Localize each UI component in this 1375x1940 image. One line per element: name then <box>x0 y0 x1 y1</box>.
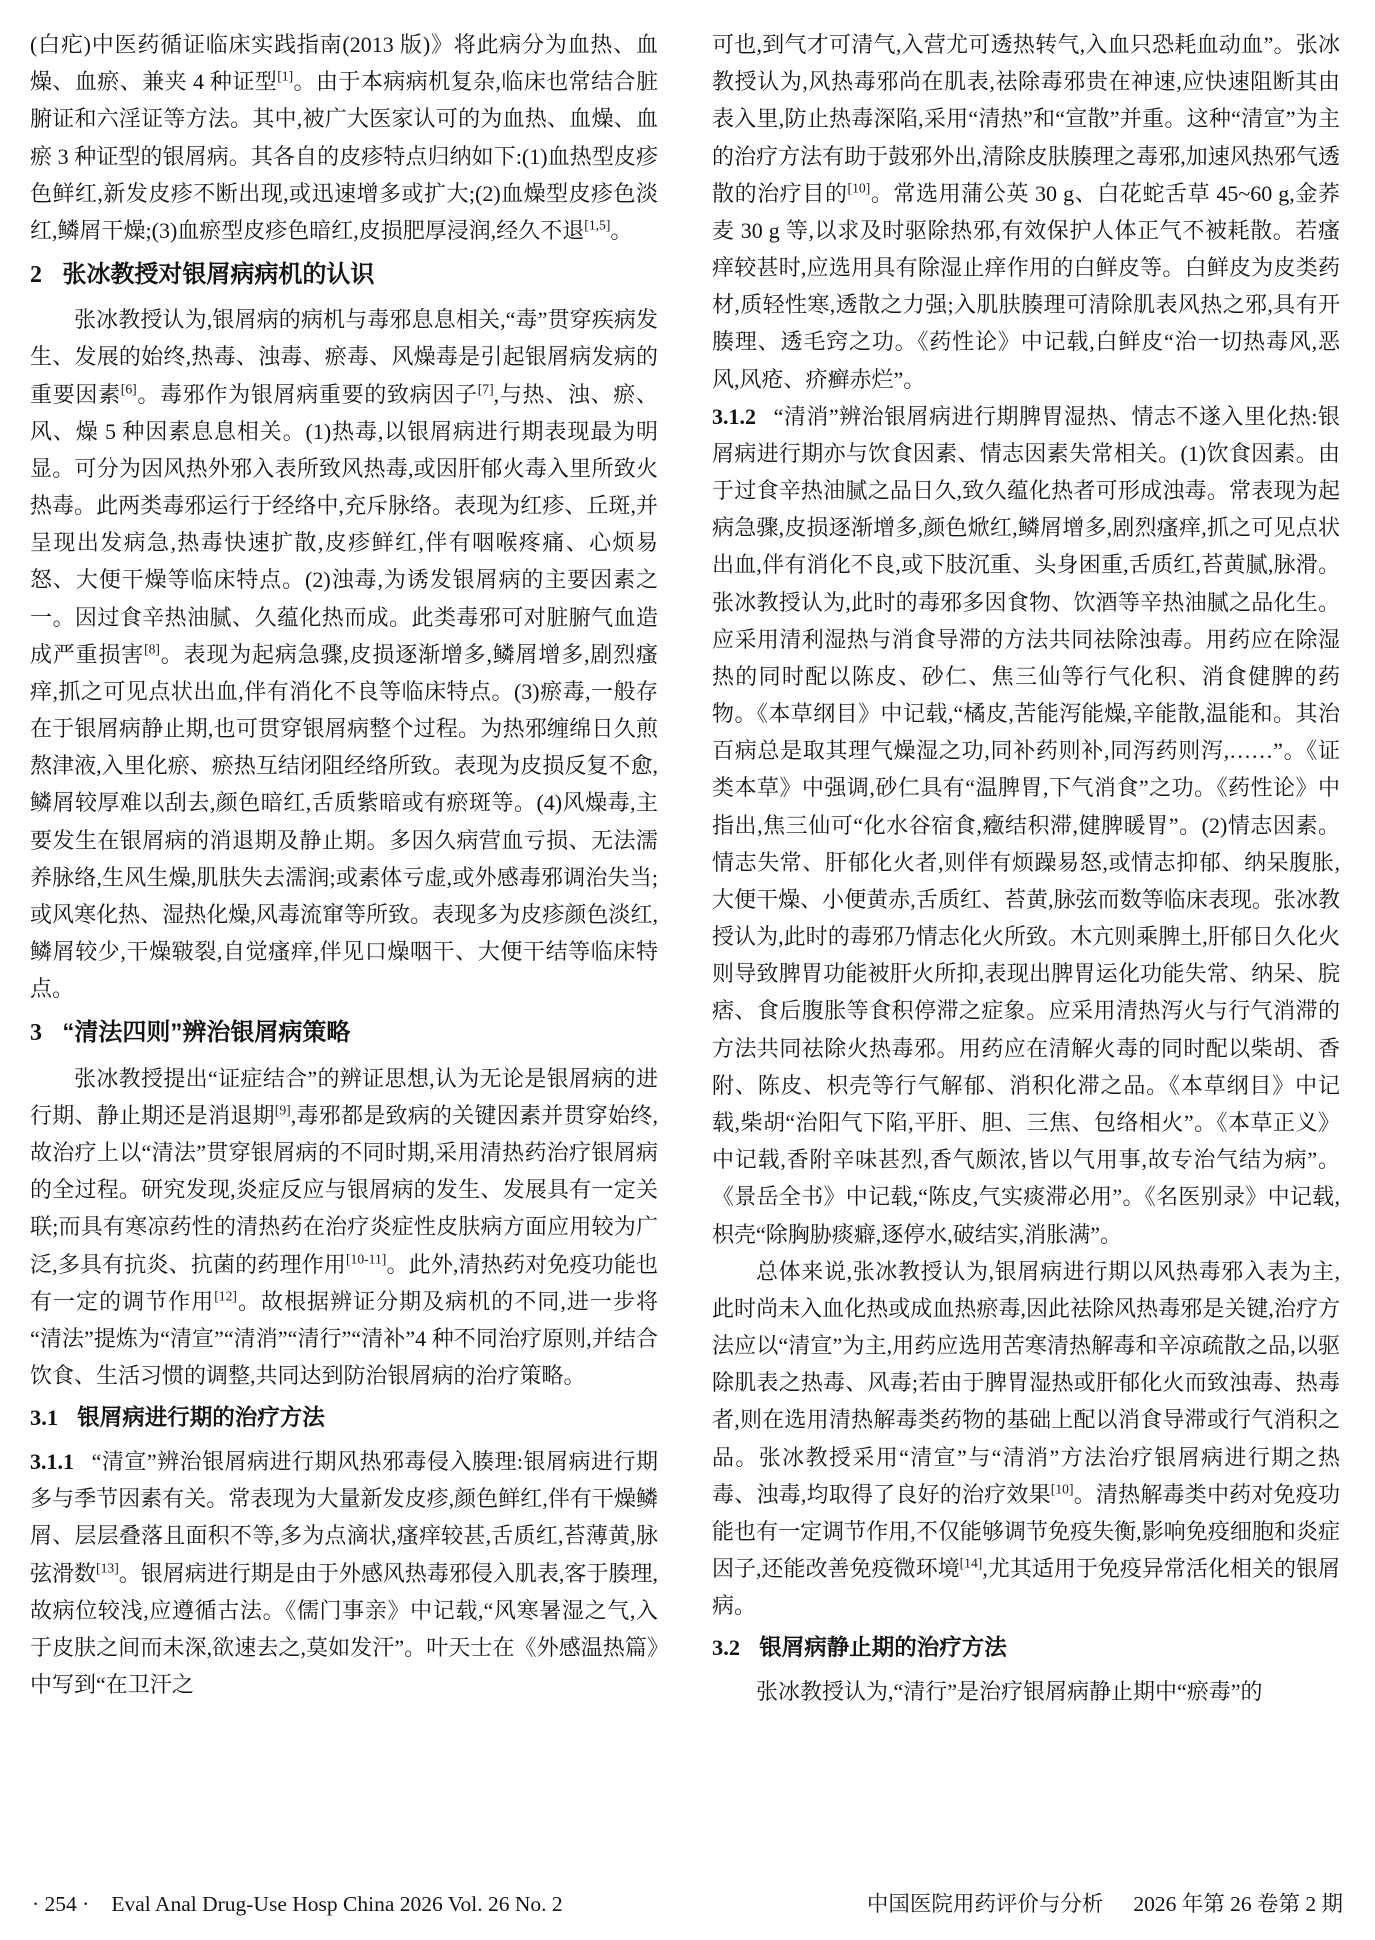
subsection-number: 3.1.2 <box>712 403 756 429</box>
section-number: 3.1 <box>30 1405 59 1431</box>
section-heading <box>30 1014 658 1052</box>
reference-marker: [1] <box>277 68 294 84</box>
section-number: 3 <box>30 1020 42 1047</box>
reference-marker: [7] <box>477 381 494 397</box>
two-column-body <box>30 26 1345 1873</box>
reference-marker: [10-11] <box>345 1251 387 1267</box>
section-title: 银屑病进行期的治疗方法 <box>77 1405 325 1431</box>
paragraph: 张冰教授提出“证症结合”的辨证思想,认为无论是银屑病的进行期、静止期还是消退期[9],毒邪都是致病的关键因素并贯穿始终,故治疗上以“清法”贯穿银屑病的不同时期,采用清热药治疗银屑病的全过程。研究发现,炎症反应与银屑病的发生、发展具有一定关联;而具有寒凉药性的清热药在治疗炎症性皮肤病方面应用较为广泛,多具有抗炎、抗菌的药理作用[10-11]。此外,清热药对免疫功能也有一定的调节作用[12]。故根据辨证分期及病机的不同,进一步将“清法”提炼为“清宣”“清消”“清行”“清补”4 种不同治疗原则,并结合饮食、生活习惯的调整,共同达到防治银屑病的治疗策略。 <box>30 1065 658 1389</box>
section-number: 3.2 <box>712 1635 741 1661</box>
page-footer <box>30 1873 1345 1922</box>
page-number: · 254 · <box>32 1892 90 1916</box>
reference-marker: [10] <box>1050 1481 1074 1497</box>
reference-marker: [12] <box>214 1288 237 1304</box>
section-title: 张冰教授对银屑病病机的认识 <box>62 261 375 289</box>
run-in-paragraph: 3.1.2 “清消”辨治银屑病进行期脾胃湿热、情志不遂入里化热:银屑病进行期亦与饮食因素、情志因素失常相关。(1)饮食因素。由于过食辛热油腻之品日久,致久蕴化热者可形成浊毒。常表现为起病急骤,皮损逐渐增多,颜色焮红,鳞屑增多,剧烈瘙痒,抓之可见点状出血,伴有消化不良,或下肢沉重、头身困重,舌质红,苔黄腻,脉滑。张冰教授认为,此时的毒邪多因食物、饮酒等辛热油腻之品化生。应采用清利湿热与消食导滞的方法共同祛除浊毒。用药应在除湿热的同时配以陈皮、砂仁、焦三仙等行气化积、消食健脾的药物。《本草纲目》中记载,“橘皮,苦能泻能燥,辛能散,温能和。其治百病总是取其理气燥湿之功,同补药则补,同泻药则泻,……”。《证类本草》中强调,砂仁具有“温脾胃,下气消食”之功。《药性论》中指出,焦三仙可“化水谷宿食,癥结积滞,健脾暖胃”。(2)情志因素。情志失常、肝郁化火者,则伴有烦躁易怒,或情志抑郁、纳呆腹胀,大便干燥、小便黄赤,舌质红、苔黄,脉弦而数等临床表现。张冰教授认为,此时的毒邪乃情志化火所致。木亢则乘脾土,肝郁日久化火则导致脾胃功能被肝火所抑,表现出脾胃运化功能失常、纳呆、脘痞、食后腹胀等食积停滞之症象。应采用清热泻火与行气消滞的方法共同祛除火热毒邪。用药应在清解火毒的同时配以柴胡、香附、陈皮、枳壳等行气解郁、消积化滞之品。《本草纲目》中记载,柴胡“治阳气下陷,平肝、胆、三焦、包络相火”。《本草正义》中记载,香附辛味甚烈,香气颇浓,皆以气用事,故专治气结为病”。《景岳全书》中记载,“陈皮,气实痰滞必用”。《名医别录》中记载,枳壳“除胸胁痰癖,逐停水,破结实,消胀满”。 <box>712 403 1340 1247</box>
paragraph: 张冰教授认为,银屑病的病机与毒邪息息相关,“毒”贯穿疾病发生、发展的始终,热毒、浊毒、瘀毒、风燥毒是引起银屑病发病的重要因素[6]。毒邪作为银屑病重要的致病因子[7],与热、浊、瘀、风、燥 5 种因素息息相关。(1)热毒,以银屑病进行期表现最为明显。可分为因风热外邪入表所致风热毒,或因肝郁火毒入里所致火热毒。此两类毒邪运行于经络中,充斥脉络。表现为红疹、丘斑,并呈现出发病急,热毒快速扩散,皮疹鲜红,伴有咽喉疼痛、心烦易怒、大便干燥等临床特点。(2)浊毒,为诱发银屑病的主要因素之一。因过食辛热油腻、久蕴化热而成。此类毒邪可对脏腑气血造成严重损害[8]。表现为起病急骤,皮损逐渐增多,鳞屑增多,剧烈瘙痒,抓之可见点状出血,伴有消化不良等临床特点。(3)瘀毒,一般存在于银屑病静止期,也可贯穿银屑病整个过程。为热邪缠绵日久煎熬津液,入里化瘀、瘀热互结闭阻经络所致。表现为皮损反复不愈,鳞屑较厚难以刮去,颜色暗红,舌质紫暗或有瘀斑等。(4)风燥毒,主要发生在银屑病的消退期及静止期。多因久病营血亏损、无法濡养脉络,生风生燥,肌肤失去濡润;或素体亏虚,或外感毒邪调治失当;或风寒化热、湿热化燥,风毒流窜等所致。表现多为皮疹颜色淡红,鳞屑较少,干燥皲裂,自觉瘙痒,伴见口燥咽干、大便干结等临床特点。 <box>30 307 658 1002</box>
reference-marker: [14] <box>959 1555 983 1571</box>
reference-marker: [9] <box>274 1102 291 1118</box>
left-column <box>30 26 658 1873</box>
reference-marker: [10] <box>847 180 871 196</box>
journal-name-en: Eval Anal Drug-Use Hosp China 2026 Vol. 26 No. 2 <box>111 1892 563 1916</box>
paragraph: 可也,到气才可清气,入营尤可透热转气,入血只恐耗血动血”。张冰教授认为,风热毒邪尚在肌表,祛除毒邪贵在神速,应快速阻断其由表入里,防止热毒深陷,采用“清热”和“宣散”并重。这种“清宣”为主的治疗方法有助于鼓邪外出,清除皮肤腠理之毒邪,加速风热邪气透散的治疗目的[10]。常选用蒲公英 30 g、白花蛇舌草 45~60 g,金荞麦 30 g 等,以求及时驱除热邪,有效保护人体正气不被耗散。若瘙痒较甚时,应选用具有除湿止痒作用的白鲜皮等。白鲜皮为皮类药材,质轻性寒,透散之力强;入肌肤腠理可清除肌表风热之邪,具有开腠理、透毛窍之功。《药性论》中记载,白鲜皮“治一切热毒风,恶风,风疮、疥癣赤烂”。 <box>712 32 1340 392</box>
right-column <box>712 26 1340 1873</box>
section-heading <box>30 256 658 294</box>
section-title: “清法四则”辨治银屑病策略 <box>62 1019 351 1047</box>
footer-right <box>867 1887 1343 1918</box>
section-number: 2 <box>30 262 42 289</box>
section-heading <box>30 1401 658 1436</box>
section-heading <box>712 1631 1340 1666</box>
footer-left <box>32 1892 563 1917</box>
paragraph: 张冰教授认为,“清行”是治疗银屑病静止期中“瘀毒”的 <box>756 1679 1263 1705</box>
journal-name-cn: 中国医院用药评价与分析 <box>866 1892 1104 1916</box>
reference-marker: [8] <box>144 641 160 657</box>
reference-marker: [13] <box>96 1560 119 1576</box>
subsection-number: 3.1.1 <box>30 1449 74 1475</box>
reference-marker: [1,5] <box>584 217 611 233</box>
reference-marker: [6] <box>120 381 137 397</box>
section-title: 银屑病静止期的治疗方法 <box>759 1635 1007 1661</box>
paragraph: 总体来说,张冰教授认为,银屑病进行期以风热毒邪入表为主,此时尚未入血化热或成血热瘀毒,因此祛除风热毒邪是关键,治疗方法应以“清宣”为主,用药应选用苦寒清热解毒和辛凉疏散之品,以驱除肌表之热毒、风毒;若由于脾胃湿热或肝郁化火而致浊毒、热毒者,则在选用清热解毒类药物的基础上配以消食导滞或行气消积之品。张冰教授采用“清宣”与“清消”方法治疗银屑病进行期之热毒、浊毒,均取得了良好的治疗效果[10]。清热解毒类中药对免疫功能也有一定调节作用,不仅能够调节免疫失衡,影响免疫细胞和炎症因子,还能改善免疫微环境[14],尤其适用于免疫异常活化相关的银屑病。 <box>712 1258 1340 1619</box>
run-in-paragraph: 3.1.1 “清宣”辨治银屑病进行期风热邪毒侵入腠理:银屑病进行期多与季节因素有关。常表现为大量新发皮疹,颜色鲜红,伴有干燥鳞屑、层层叠落且面积不等,多为点滴状,瘙痒较甚,舌质红,苔薄黄,脉弦滑数[13]。银屑病进行期是由于外感风热毒邪侵入肌表,客于腠理,故病位较浅,应遵循古法。《儒门事亲》中记载,“风寒暑湿之气,入于皮肤之间而未深,欲速去之,莫如发汗”。叶天士在《外感温热篇》中写到“在卫汗之 <box>30 1449 658 1698</box>
paragraph: (白疕)中医药循证临床实践指南(2013 版)》将此病分为血热、血燥、血瘀、兼夹 4 种证型[1]。由于本病病机复杂,临床也常结合脏腑证和六淫证等方法。其中,被广大医家认可的为血热、血燥、血瘀 3 种证型的银屑病。其各自的皮疹特点归纳如下:(1)血热型皮疹色鲜红,新发皮疹不断出现,或迅速增多或扩大;(2)血燥型皮疹色淡红,鳞屑干燥;(3)血瘀型皮疹色暗红,皮损肥厚浸润,经久不退[1,5]。 <box>30 32 658 243</box>
issue-info: 2026 年第 26 卷第 2 期 <box>1133 1892 1343 1916</box>
